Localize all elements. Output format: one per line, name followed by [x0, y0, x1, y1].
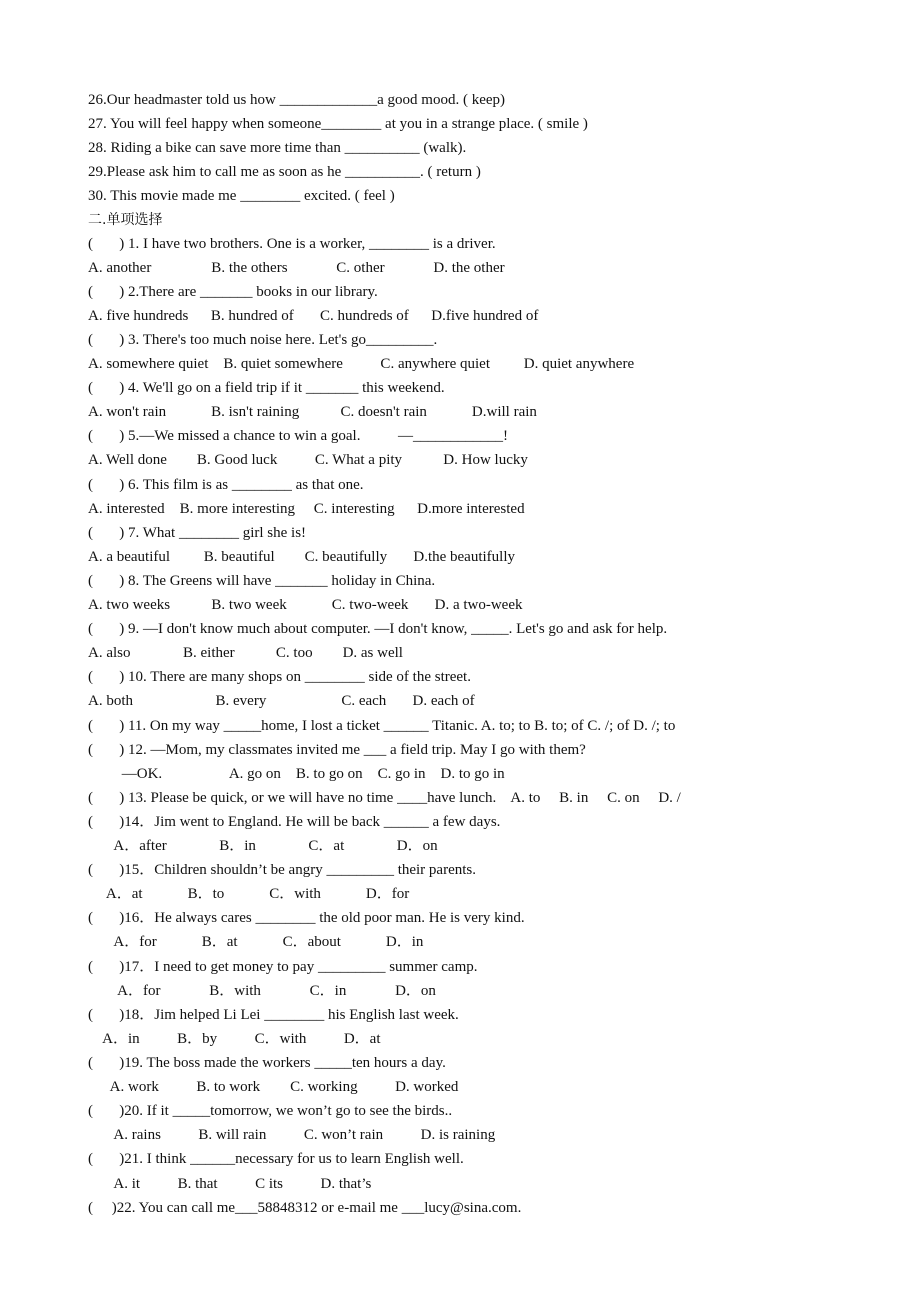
question-line: ( ) 7. What ________ girl she is! — [88, 525, 307, 541]
fill-in-question-29: 29.Please ask him to call me as soon as he __________. ( return ) — [88, 164, 481, 180]
options-line: A．after B．in C．at D．on — [88, 838, 438, 854]
options-line: A. a beautiful B. beautiful C. beautifully D.the beautifully — [88, 549, 515, 565]
question-line: ( )17．I need to get money to pay _________ summer camp. — [88, 959, 478, 975]
question-line: ( ) 2.There are _______ books in our library. — [88, 284, 378, 300]
options-line: A. work B. to work C. working D. worked — [88, 1079, 459, 1095]
question-line: ( ) 5.—We missed a chance to win a goal. —____________! — [88, 428, 508, 444]
question-line: ( ) 12. —Mom, my classmates invited me ___ a field trip. May I go with them? — [88, 742, 586, 758]
options-line: A. rains B. will rain C. won’t rain D. is raining — [88, 1127, 496, 1143]
fill-in-question-30: 30. This movie made me ________ excited. ( feel ) — [88, 188, 395, 204]
options-line: A. it B. that C its D. that’s — [88, 1176, 372, 1192]
options-line: A. both B. every C. each D. each of — [88, 693, 475, 709]
options-line: A. also B. either C. too D. as well — [88, 645, 403, 661]
options-line: A．for B．with C．in D．on — [88, 983, 436, 999]
question-line: ( )14．Jim went to England. He will be back ______ a few days. — [88, 814, 501, 830]
question-line: ( )22. You can call me___58848312 or e-mail me ___lucy@sina.com. — [88, 1200, 522, 1216]
question-line: ( ) 1. I have two brothers. One is a worker, ________ is a driver. — [88, 236, 496, 252]
options-line: A．for B．at C．about D．in — [88, 934, 424, 950]
question-line: ( ) 8. The Greens will have _______ holiday in China. — [88, 573, 436, 589]
options-line: A．at B．to C．with D．for — [88, 886, 410, 902]
options-line: A. won't rain B. isn't raining C. doesn't rain D.will rain — [88, 404, 537, 420]
question-line: ( ) 10. There are many shops on ________ side of the street. — [88, 669, 471, 685]
options-line: A．in B．by C．with D．at — [88, 1031, 381, 1047]
section-title: 二.单项选择 — [88, 212, 163, 228]
question-line: ( ) 6. This film is as ________ as that one. — [88, 477, 364, 493]
options-line: A. somewhere quiet B. quiet somewhere C. anywhere quiet D. quiet anywhere — [88, 356, 635, 372]
options-line: —OK. A. go on B. to go on C. go in D. to go in — [88, 766, 505, 782]
question-line: ( )21. I think ______necessary for us to learn English well. — [88, 1151, 464, 1167]
question-line: ( ) 3. There's too much noise here. Let's go_________. — [88, 332, 438, 348]
question-line: ( ) 9. —I don't know much about computer. —I don't know, _____. Let's go and ask for help. — [88, 621, 668, 637]
question-line: ( )18．Jim helped Li Lei ________ his English last week. — [88, 1007, 459, 1023]
options-line: A. two weeks B. two week C. two-week D. a two-week — [88, 597, 523, 613]
fill-in-question-28: 28. Riding a bike can save more time than __________ (walk). — [88, 140, 467, 156]
options-line: A. interested B. more interesting C. interesting D.more interested — [88, 501, 525, 517]
question-line: ( ) 4. We'll go on a field trip if it _______ this weekend. — [88, 380, 445, 396]
options-line: A. another B. the others C. other D. the other — [88, 260, 505, 276]
fill-in-question-27: 27. You will feel happy when someone________ at you in a strange place. ( smile ) — [88, 116, 588, 132]
options-line: A. Well done B. Good luck C. What a pity D. How lucky — [88, 452, 528, 468]
question-line: ( ) 11. On my way _____home, I lost a ticket ______ Titanic. A. to; to B. to; of C. /; of D. /; to — [88, 718, 676, 734]
question-line: ( )15．Children shouldn’t be angry _________ their parents. — [88, 862, 476, 878]
fill-in-question-26: 26.Our headmaster told us how _____________a good mood. ( keep) — [88, 92, 506, 108]
question-line: ( )19. The boss made the workers _____ten hours a day. — [88, 1055, 446, 1071]
question-line: ( )16．He always cares ________ the old poor man. He is very kind. — [88, 910, 525, 926]
question-line: ( )20. If it _____tomorrow, we won’t go to see the birds.. — [88, 1103, 453, 1119]
options-line: A. five hundreds B. hundred of C. hundreds of D.five hundred of — [88, 308, 539, 324]
question-line: ( ) 13. Please be quick, or we will have no time ____have lunch. A. to B. in C. on D. / — [88, 790, 681, 806]
